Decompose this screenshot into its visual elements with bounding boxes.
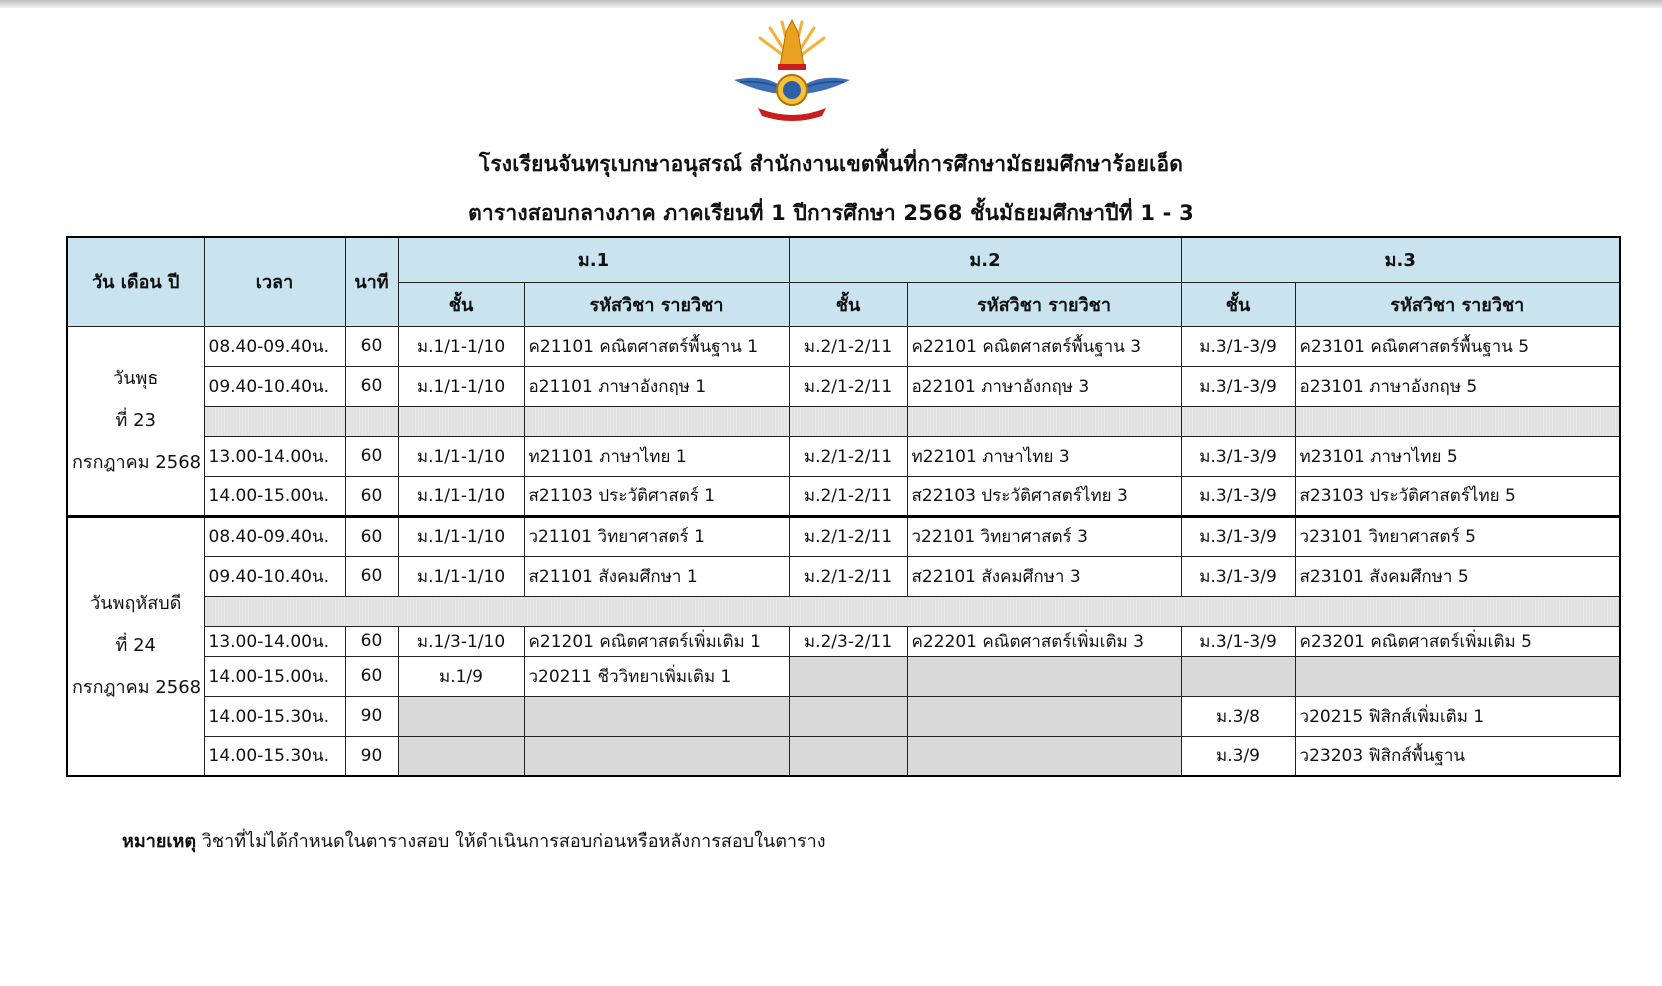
m1-subject-cell-empty	[524, 736, 789, 776]
m2-class-cell: ม.2/1-2/11	[789, 556, 907, 596]
header-m1-subject: รหัสวิชา รายวิชา	[524, 282, 789, 326]
top-edge	[0, 0, 1662, 8]
lunch-break-row	[67, 406, 1620, 436]
minutes-cell: 60	[345, 326, 398, 366]
header-m2-subject: รหัสวิชา รายวิชา	[907, 282, 1181, 326]
m1-subject-cell: ว21101 วิทยาศาสตร์ 1	[524, 516, 789, 556]
m2-subject-cell: ว22101 วิทยาศาสตร์ 3	[907, 516, 1181, 556]
time-cell: 09.40-10.40น.	[204, 366, 345, 406]
m1-class-cell: ม.1/1-1/10	[398, 436, 524, 476]
m2-class-cell: ม.2/1-2/11	[789, 476, 907, 516]
header-time: เวลา	[204, 237, 345, 326]
header-m3-class: ชั้น	[1181, 282, 1295, 326]
header-grade-m1: ม.1	[398, 237, 789, 282]
header-m2-class: ชั้น	[789, 282, 907, 326]
m2-class-cell: ม.2/1-2/11	[789, 326, 907, 366]
m1-subject-cell: ว20211 ชีววิทยาเพิ่มเติม 1	[524, 656, 789, 696]
m2-subject-cell: อ22101 ภาษาอังกฤษ 3	[907, 366, 1181, 406]
table-row	[67, 696, 1620, 736]
m2-subject-cell: ท22101 ภาษาไทย 3	[907, 436, 1181, 476]
table-row	[67, 736, 1620, 776]
time-cell: 08.40-09.40น.	[204, 326, 345, 366]
time-cell: 09.40-10.40น.	[204, 556, 345, 596]
table-row	[67, 476, 1620, 516]
m1-subject-cell: ค21201 คณิตศาสตร์เพิ่มเติม 1	[524, 626, 789, 656]
table-row	[67, 556, 1620, 596]
footnote-text: วิชาที่ไม่ได้กำหนดในตารางสอบ ให้ดำเนินการสอบก่อนหรือหลังการสอบในตาราง	[201, 831, 826, 852]
m2-subject-cell: ค22101 คณิตศาสตร์พื้นฐาน 3	[907, 326, 1181, 366]
m3-class-cell: ม.3/9	[1181, 736, 1295, 776]
header-minutes: นาที	[345, 237, 398, 326]
header-m1-class: ชั้น	[398, 282, 524, 326]
m1-class-cell: ม.1/1-1/10	[398, 556, 524, 596]
day-name: วันพฤหัสบดี	[90, 593, 182, 615]
day-number: ที่ 23	[115, 409, 156, 431]
m1-class-cell: ม.1/9	[398, 656, 524, 696]
day-cell	[67, 326, 204, 516]
table-row	[67, 326, 1620, 366]
break-cell	[1295, 406, 1620, 436]
m1-class-cell: ม.1/1-1/10	[398, 516, 524, 556]
m3-class-cell-empty	[1181, 656, 1295, 696]
m3-subject-cell: ท23101 ภาษาไทย 5	[1295, 436, 1620, 476]
header-grade-m2: ม.2	[789, 237, 1181, 282]
break-cell	[204, 406, 345, 436]
m2-subject-cell-empty	[907, 656, 1181, 696]
m3-class-cell: ม.3/1-3/9	[1181, 476, 1295, 516]
m2-subject-cell-empty	[907, 736, 1181, 776]
m3-subject-cell: อ23101 ภาษาอังกฤษ 5	[1295, 366, 1620, 406]
m2-class-cell-empty	[789, 656, 907, 696]
m2-class-cell: ม.2/1-2/11	[789, 436, 907, 476]
m3-subject-cell: ว23203 ฟิสิกส์พื้นฐาน	[1295, 736, 1620, 776]
table-row	[67, 656, 1620, 696]
m3-subject-cell: ค23101 คณิตศาสตร์พื้นฐาน 5	[1295, 326, 1620, 366]
table-row	[67, 436, 1620, 476]
minutes-cell: 60	[345, 436, 398, 476]
m2-class-cell: ม.2/1-2/11	[789, 366, 907, 406]
time-cell: 13.00-14.00น.	[204, 626, 345, 656]
m2-subject-cell-empty	[907, 696, 1181, 736]
header-m3-subject: รหัสวิชา รายวิชา	[1295, 282, 1620, 326]
minutes-cell: 90	[345, 696, 398, 736]
m3-class-cell: ม.3/1-3/9	[1181, 366, 1295, 406]
m1-class-cell-empty	[398, 736, 524, 776]
day-name: วันพุธ	[113, 367, 159, 389]
m2-subject-cell: ส22101 สังคมศึกษา 3	[907, 556, 1181, 596]
day-cell	[67, 516, 204, 776]
lunch-break-row	[67, 596, 1620, 626]
m3-subject-cell: ว23101 วิทยาศาสตร์ 5	[1295, 516, 1620, 556]
footnote	[122, 826, 826, 855]
m3-class-cell: ม.3/1-3/9	[1181, 626, 1295, 656]
minutes-cell: 60	[345, 656, 398, 696]
m3-class-cell: ม.3/1-3/9	[1181, 516, 1295, 556]
day-month-year: กรกฎาคม 2568	[72, 677, 202, 699]
m2-class-cell: ม.2/3-2/11	[789, 626, 907, 656]
break-cell	[524, 406, 789, 436]
m2-subject-cell: ค22201 คณิตศาสตร์เพิ่มเติม 3	[907, 626, 1181, 656]
m3-class-cell: ม.3/1-3/9	[1181, 436, 1295, 476]
day-month-year: กรกฎาคม 2568	[72, 451, 202, 473]
school-name-heading: โรงเรียนจันทรุเบกษาอนุสรณ์ สำนักงานเขตพื้นที่การศึกษามัธยมศึกษาร้อยเอ็ด	[478, 152, 1184, 176]
m3-subject-cell-empty	[1295, 656, 1620, 696]
time-cell: 14.00-15.00น.	[204, 476, 345, 516]
minutes-cell: 60	[345, 516, 398, 556]
minutes-cell: 90	[345, 736, 398, 776]
m3-class-cell: ม.3/1-3/9	[1181, 556, 1295, 596]
m2-subject-cell: ส22103 ประวัติศาสตร์ไทย 3	[907, 476, 1181, 516]
m2-class-cell-empty	[789, 696, 907, 736]
exam-schedule-table	[66, 236, 1621, 777]
m1-class-cell: ม.1/3-1/10	[398, 626, 524, 656]
m1-subject-cell: ส21103 ประวัติศาสตร์ 1	[524, 476, 789, 516]
m3-subject-cell: ค23201 คณิตศาสตร์เพิ่มเติม 5	[1295, 626, 1620, 656]
break-cell	[1181, 406, 1295, 436]
m3-subject-cell: ส23101 สังคมศึกษา 5	[1295, 556, 1620, 596]
m1-subject-cell: ส21101 สังคมศึกษา 1	[524, 556, 789, 596]
m3-subject-cell: ส23103 ประวัติศาสตร์ไทย 5	[1295, 476, 1620, 516]
time-cell: 14.00-15.30น.	[204, 736, 345, 776]
m1-subject-cell: ท21101 ภาษาไทย 1	[524, 436, 789, 476]
break-cell	[907, 406, 1181, 436]
m3-subject-cell: ว20215 ฟิสิกส์เพิ่มเติม 1	[1295, 696, 1620, 736]
break-cell	[398, 406, 524, 436]
day-group-wednesday	[67, 326, 1620, 516]
minutes-cell: 60	[345, 626, 398, 656]
school-emblem-icon	[730, 18, 854, 122]
minutes-cell: 60	[345, 476, 398, 516]
m1-class-cell: ม.1/1-1/10	[398, 366, 524, 406]
break-cell	[204, 596, 1620, 626]
table-row	[67, 366, 1620, 406]
time-cell: 14.00-15.30น.	[204, 696, 345, 736]
exam-schedule-heading: ตารางสอบกลางภาค ภาคเรียนที่ 1 ปีการศึกษา 2568 ชั้นมัธยมศึกษาปีที่ 1 - 3	[468, 201, 1194, 225]
day-number: ที่ 24	[115, 635, 156, 657]
break-cell	[789, 406, 907, 436]
m1-subject-cell: ค21101 คณิตศาสตร์พื้นฐาน 1	[524, 326, 789, 366]
m1-class-cell-empty	[398, 696, 524, 736]
m2-class-cell: ม.2/1-2/11	[789, 516, 907, 556]
time-cell: 13.00-14.00น.	[204, 436, 345, 476]
m1-subject-cell-empty	[524, 696, 789, 736]
table-row	[67, 516, 1620, 556]
time-cell: 08.40-09.40น.	[204, 516, 345, 556]
m1-class-cell: ม.1/1-1/10	[398, 476, 524, 516]
time-cell: 14.00-15.00น.	[204, 656, 345, 696]
day-group-thursday	[67, 516, 1620, 776]
header-grade-m3: ม.3	[1181, 237, 1620, 282]
table-row	[67, 626, 1620, 656]
m1-subject-cell: อ21101 ภาษาอังกฤษ 1	[524, 366, 789, 406]
minutes-cell: 60	[345, 366, 398, 406]
footnote-label: หมายเหตุ	[122, 831, 197, 852]
minutes-cell: 60	[345, 556, 398, 596]
break-cell	[345, 406, 398, 436]
m3-class-cell: ม.3/8	[1181, 696, 1295, 736]
m2-class-cell-empty	[789, 736, 907, 776]
m3-class-cell: ม.3/1-3/9	[1181, 326, 1295, 366]
header-date: วัน เดือน ปี	[67, 237, 204, 326]
m1-class-cell: ม.1/1-1/10	[398, 326, 524, 366]
